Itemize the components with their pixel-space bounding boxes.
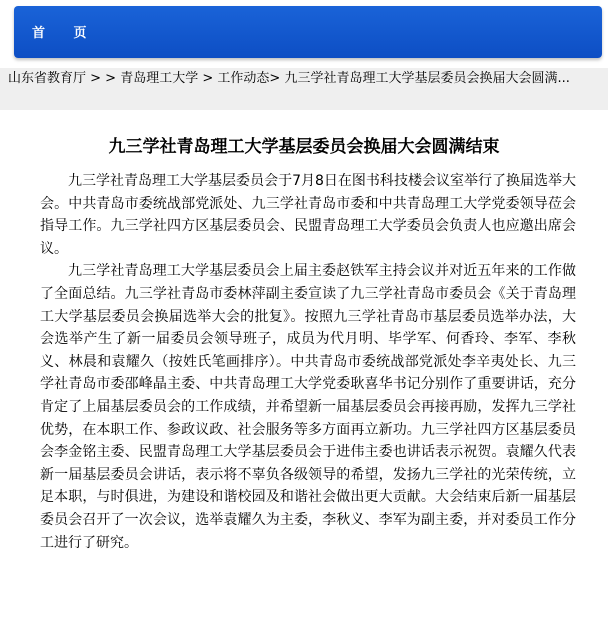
top-nav-bar xyxy=(14,6,602,58)
breadcrumb-link-work-news[interactable]: 工作动态> xyxy=(217,71,281,86)
breadcrumb-separator: > > xyxy=(90,71,117,86)
breadcrumb-link-edu-dept[interactable]: 山东省教育厅 xyxy=(8,71,87,86)
breadcrumb-separator: > xyxy=(202,71,214,86)
breadcrumb-link-university[interactable]: 青岛理工大学 xyxy=(120,71,199,86)
article-body xyxy=(40,170,576,554)
nav-home-link[interactable]: 首 页 xyxy=(32,26,99,41)
breadcrumb-current-page: 九三学社青岛理工大学基层委员会换届大会圆满... xyxy=(284,71,570,86)
article-title: 九三学社青岛理工大学基层委员会换届大会圆满结束 xyxy=(108,137,500,157)
breadcrumb xyxy=(0,68,608,110)
article-paragraph: 九三学社青岛理工大学基层委员会于7月8日在图书科技楼会议室举行了换届选举大会。中共青岛市委统战部党派处、九三学社青岛市委和中共青岛理工大学党委领导莅会指导工作。九三学社四方区基层委员会、民盟青岛理工大学委员会负责人也应邀出席会议。 xyxy=(40,173,576,257)
article-paragraph: 九三学社青岛理工大学基层委员会上届主委赵铁军主持会议并对近五年来的工作做了全面总结。九三学社青岛市委林萍副主委宣读了九三学社青岛市委员会《关于青岛理工大学基层委员会换届选举大会的批复》。按照九三学社青岛市基层委员选举办法，大会选举产生了新一届委员会领导班子，成员为代月明、毕学军、何香玲、李军、李秋义、林晨和袁耀久（按姓氏笔画排序）。中共青岛市委统战部党派处李辛夷处长、九三学社青岛市委邵峰晶主委、中共青岛理工大学党委耿喜华书记分别作了重要讲话，充分肯定了上届基层委员会的工作成绩，并希望新一届基层委员会再接再励，发挥九三学社优势，在本职工作、参政议政、社会服务等多方面再立新功。九三学社四方区基层委员会李金铭主委、民盟青岛理工大学基层委员会于进伟主委也讲话表示祝贺。袁耀久代表新一届基层委员会讲话，表示将不辜负各级领导的希望，发扬九三学社的光荣传统，立足本职，与时俱进，为建设和谐校园及和谐社会做出更大贡献。大会结束后新一届基层委员会召开了一次会议，选举袁耀久为主委，李秋义、李军为副主委，并对委员工作分工进行了研究。 xyxy=(40,263,576,551)
